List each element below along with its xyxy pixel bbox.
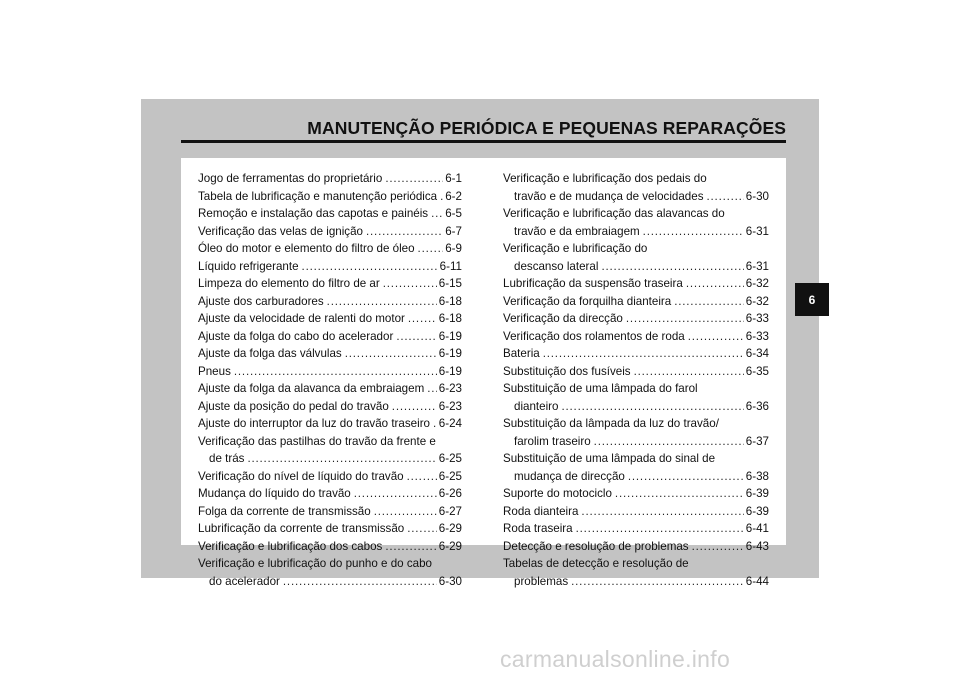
dot-leader bbox=[392, 398, 437, 416]
dot-leader bbox=[385, 538, 436, 556]
title-underline bbox=[181, 140, 786, 143]
toc-entry[interactable] bbox=[503, 503, 769, 521]
toc-entry-lead: Verificação e lubrificação do punho e do cabo bbox=[198, 557, 432, 570]
toc-entry-title: Bateria bbox=[503, 347, 540, 360]
toc-entry-title: Remoção e instalação das capotas e painéis bbox=[198, 207, 429, 220]
toc-entry-title: Pneus bbox=[198, 364, 231, 378]
toc-page-number: 6-11 bbox=[439, 259, 462, 273]
toc-entry[interactable] bbox=[198, 205, 462, 223]
toc-entry-title: Verificação dos rolamentos de roda bbox=[503, 329, 685, 343]
toc-page-number: 6-39 bbox=[745, 487, 769, 500]
toc-entry-title: Ajuste da folga do cabo do acelerador bbox=[198, 329, 394, 343]
toc-page-number: 6-44 bbox=[745, 574, 769, 588]
toc-entry[interactable] bbox=[503, 240, 769, 275]
dot-leader bbox=[686, 275, 744, 293]
toc-entry-lead: Verificação e lubrificação do bbox=[503, 242, 648, 255]
toc-page-number: 6-25 bbox=[438, 469, 462, 483]
toc-entry[interactable] bbox=[198, 485, 462, 503]
toc-entry[interactable] bbox=[198, 433, 462, 468]
toc-entry-title: Óleo do motor e elemento do filtro de óleo bbox=[198, 242, 415, 255]
toc-entry-title: descanso lateral bbox=[514, 259, 599, 273]
toc-page-number: 6-39 bbox=[745, 504, 769, 518]
toc-entry[interactable] bbox=[503, 275, 769, 293]
toc-entry-lead: Verificação e lubrificação das alavancas do bbox=[503, 207, 725, 220]
toc-entry[interactable] bbox=[198, 310, 462, 328]
toc-entry-title: Ajuste do interruptor da luz do travão traseiro bbox=[198, 417, 430, 430]
chapter-tab[interactable]: 6 bbox=[795, 283, 829, 316]
toc-entry[interactable] bbox=[503, 415, 769, 450]
toc-entry[interactable] bbox=[503, 345, 769, 363]
watermark: carmanualsonline.info bbox=[500, 646, 731, 672]
dot-leader bbox=[247, 450, 436, 468]
dot-leader bbox=[418, 240, 444, 258]
toc-page-number: 6-26 bbox=[438, 487, 462, 500]
toc-entry[interactable] bbox=[198, 503, 462, 521]
toc-entry-title: Líquido refrigerante bbox=[198, 259, 299, 273]
toc-page-number: 6-41 bbox=[745, 522, 769, 535]
toc-entry-title: Folga da corrente de transmissão bbox=[198, 504, 371, 518]
toc-page-number: 6-1 bbox=[445, 172, 462, 185]
page-title: MANUTENÇÃO PERIÓDICA E PEQUENAS REPARAÇÕES bbox=[307, 118, 786, 138]
toc-page-number: 6-33 bbox=[745, 312, 769, 325]
dot-leader bbox=[594, 433, 744, 451]
toc-page-number: 6-29 bbox=[438, 539, 462, 553]
toc-page-number: 6-19 bbox=[438, 364, 462, 378]
dot-leader bbox=[571, 573, 744, 591]
dot-leader bbox=[327, 293, 437, 311]
toc-entry-lead: Substituição de uma lâmpada do farol bbox=[503, 382, 698, 395]
toc-entry[interactable] bbox=[198, 170, 462, 188]
toc-entry[interactable] bbox=[503, 485, 769, 503]
toc-entry-title: Ajuste dos carburadores bbox=[198, 294, 324, 308]
toc-entry-title: Verificação da forquilha dianteira bbox=[503, 294, 672, 308]
toc-entry[interactable] bbox=[198, 240, 462, 258]
dot-leader bbox=[345, 345, 437, 363]
toc-page-number: 6-2 bbox=[445, 189, 462, 203]
toc-page-number: 6-24 bbox=[438, 417, 462, 430]
toc-entry[interactable] bbox=[503, 538, 769, 556]
toc-entry[interactable] bbox=[503, 520, 769, 538]
toc-column-left bbox=[198, 170, 462, 590]
toc-entry[interactable] bbox=[198, 415, 462, 433]
toc-entry-title: Ajuste da posição do pedal do travão bbox=[198, 399, 389, 413]
toc-entry[interactable] bbox=[198, 223, 462, 241]
toc-entry-title: Verificação do nível de líquido do travão bbox=[198, 469, 404, 483]
dot-leader bbox=[234, 363, 437, 381]
toc-entry[interactable] bbox=[198, 520, 462, 538]
toc-page-number: 6-30 bbox=[745, 189, 769, 203]
toc-entry-title: dianteiro bbox=[514, 399, 559, 413]
toc-page-number: 6-36 bbox=[745, 399, 769, 413]
toc-entry-title: Verificação das velas de ignição bbox=[198, 224, 363, 238]
toc-entry[interactable] bbox=[198, 345, 462, 363]
toc-page-number: 6-37 bbox=[745, 434, 769, 448]
toc-page-number: 6-5 bbox=[445, 207, 462, 220]
toc-entry-title: Ajuste da folga das válvulas bbox=[198, 347, 342, 360]
toc-entry[interactable] bbox=[503, 310, 769, 328]
dot-leader bbox=[431, 205, 443, 223]
dot-leader bbox=[433, 415, 437, 433]
dot-leader bbox=[576, 520, 744, 538]
toc-page-number: 6-19 bbox=[438, 347, 462, 360]
toc-entry-title: Lubrificação da suspensão traseira bbox=[503, 277, 683, 290]
toc-entry[interactable] bbox=[198, 328, 462, 346]
toc-column-right bbox=[503, 170, 769, 590]
dot-leader bbox=[615, 485, 744, 503]
dot-leader bbox=[581, 503, 743, 521]
toc-entry-title: Limpeza do elemento do filtro de ar bbox=[198, 277, 380, 290]
toc-entry[interactable] bbox=[198, 555, 462, 590]
toc-entry-title: Lubrificação da corrente de transmissão bbox=[198, 522, 405, 535]
dot-leader bbox=[707, 188, 744, 206]
toc-page-number: 6-31 bbox=[745, 224, 769, 238]
toc-entry-title: farolim traseiro bbox=[514, 434, 591, 448]
toc-page-number: 6-43 bbox=[745, 539, 769, 553]
dot-leader bbox=[385, 170, 443, 188]
toc-entry[interactable] bbox=[503, 293, 769, 311]
toc-entry[interactable] bbox=[503, 363, 769, 381]
dot-leader bbox=[396, 328, 436, 346]
toc-entry-title: travão e da embraiagem bbox=[514, 224, 640, 238]
toc-entry[interactable] bbox=[198, 398, 462, 416]
toc-entry-lead: Verificação das pastilhas do travão da frente e bbox=[198, 434, 436, 448]
dot-leader bbox=[561, 398, 743, 416]
toc-page-number: 6-32 bbox=[745, 294, 769, 308]
toc-entry-title: Roda dianteira bbox=[503, 504, 579, 518]
toc-entry[interactable] bbox=[198, 380, 462, 398]
toc-entry-title: Verificação da direcção bbox=[503, 312, 623, 325]
dot-leader bbox=[688, 328, 744, 346]
toc-page-number: 6-23 bbox=[438, 382, 462, 395]
toc-entry[interactable] bbox=[503, 555, 769, 590]
toc-page-number: 6-18 bbox=[438, 312, 462, 325]
toc-entry-title: Mudança do líquido do travão bbox=[198, 487, 351, 500]
dot-leader bbox=[374, 503, 437, 521]
dot-leader bbox=[302, 258, 438, 276]
toc-entry[interactable] bbox=[503, 205, 769, 240]
toc-entry-title: Jogo de ferramentas do proprietário bbox=[198, 172, 383, 185]
toc-page-number: 6-23 bbox=[438, 399, 462, 413]
toc-entry[interactable] bbox=[198, 293, 462, 311]
toc-entry[interactable] bbox=[198, 275, 462, 293]
toc-entry-lead: Substituição da lâmpada da luz do travão/ bbox=[503, 417, 719, 430]
toc-entry-lead: Verificação e lubrificação dos pedais do bbox=[503, 172, 707, 185]
toc-page-number: 6-33 bbox=[745, 329, 769, 343]
toc-page-number: 6-31 bbox=[745, 259, 769, 273]
dot-leader bbox=[692, 538, 744, 556]
toc-entry[interactable] bbox=[198, 468, 462, 486]
dot-leader bbox=[626, 310, 744, 328]
toc-entry-lead: Tabelas de detecção e resolução de bbox=[503, 557, 689, 570]
toc-page-number: 6-29 bbox=[438, 522, 462, 535]
toc-page-number: 6-18 bbox=[438, 294, 462, 308]
dot-leader bbox=[407, 520, 437, 538]
toc-entry[interactable] bbox=[198, 188, 462, 206]
toc-entry-title: mudança de direcção bbox=[514, 469, 625, 483]
toc-entry[interactable] bbox=[198, 538, 462, 556]
toc-page-number: 6-38 bbox=[745, 469, 769, 483]
toc-entry-lead: Substituição de uma lâmpada do sinal de bbox=[503, 452, 716, 465]
dot-leader bbox=[283, 573, 437, 591]
dot-leader bbox=[628, 468, 744, 486]
dot-leader bbox=[634, 363, 744, 381]
dot-leader bbox=[383, 275, 437, 293]
toc-entry-title: do acelerador bbox=[209, 574, 280, 588]
toc-page-number: 6-15 bbox=[438, 277, 462, 290]
toc-page-number: 6-7 bbox=[445, 224, 462, 238]
toc-page-number: 6-30 bbox=[438, 574, 462, 588]
toc-page-number: 6-25 bbox=[438, 452, 462, 465]
toc-page-number: 6-34 bbox=[745, 347, 769, 360]
dot-leader bbox=[643, 223, 744, 241]
toc-entry-title: Tabela de lubrificação e manutenção periódica bbox=[198, 189, 438, 203]
toc-entry[interactable] bbox=[198, 258, 462, 276]
toc-page-number: 6-9 bbox=[445, 242, 462, 255]
toc-entry-title: Ajuste da velocidade de ralenti do motor bbox=[198, 312, 405, 325]
toc-page-number: 6-19 bbox=[438, 329, 462, 343]
dot-leader bbox=[427, 380, 437, 398]
toc-entry-title: Suporte do motociclo bbox=[503, 487, 612, 500]
toc-entry-title: problemas bbox=[514, 574, 569, 588]
dot-leader bbox=[601, 258, 743, 276]
toc-entry-title: Substituição dos fusíveis bbox=[503, 364, 631, 378]
dot-leader bbox=[407, 468, 437, 486]
toc-entry[interactable] bbox=[503, 170, 769, 205]
toc-page-number: 6-35 bbox=[745, 364, 769, 378]
toc-entry-title: Detecção e resolução de problemas bbox=[503, 539, 689, 553]
toc-entry[interactable] bbox=[503, 380, 769, 415]
toc-entry[interactable] bbox=[198, 363, 462, 381]
toc-entry[interactable] bbox=[503, 328, 769, 346]
toc-entry-title: travão e de mudança de velocidades bbox=[514, 189, 704, 203]
toc-page-number: 6-32 bbox=[745, 277, 769, 290]
dot-leader bbox=[366, 223, 443, 241]
dot-leader bbox=[674, 293, 744, 311]
toc-entry-title: Verificação e lubrificação dos cabos bbox=[198, 539, 383, 553]
toc-entry[interactable] bbox=[503, 450, 769, 485]
toc-entry-title: Roda traseira bbox=[503, 522, 573, 535]
toc-entry-title: de trás bbox=[209, 452, 245, 465]
toc-page-number: 6-27 bbox=[438, 504, 462, 518]
toc-entry-title: Ajuste da folga da alavanca da embraiagem bbox=[198, 382, 425, 395]
dot-leader bbox=[440, 188, 443, 206]
dot-leader bbox=[408, 310, 437, 328]
dot-leader bbox=[354, 485, 437, 503]
dot-leader bbox=[543, 345, 744, 363]
